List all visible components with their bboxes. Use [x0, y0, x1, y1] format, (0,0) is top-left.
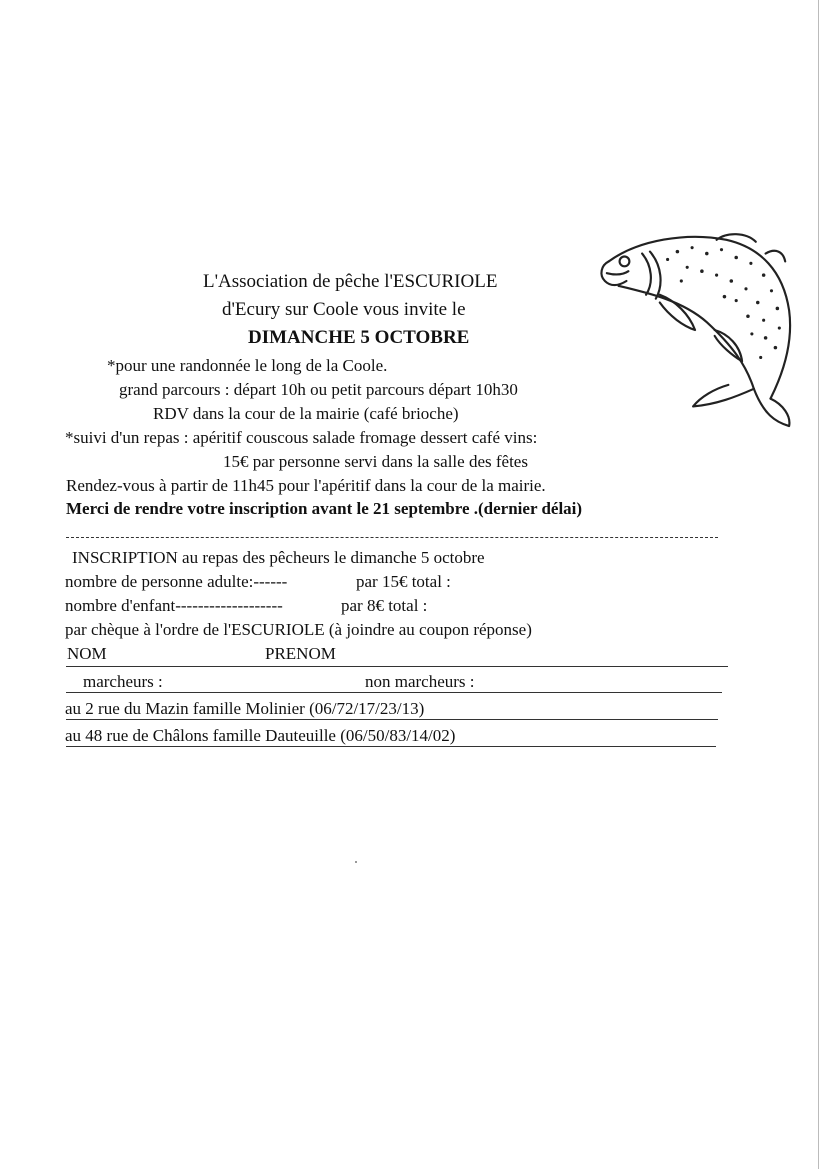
- payment-line: par chèque à l'ordre de l'ESCURIOLE (à joindre au coupon réponse): [65, 620, 532, 639]
- meeting-line: RDV dans la cour de la mairie (café brioche): [153, 404, 459, 423]
- address-molinier: au 2 rue du Mazin famille Molinier (06/72/17/23/13): [65, 699, 425, 718]
- nom-label: NOM: [67, 644, 107, 663]
- adults-price: par 15€ total :: [356, 572, 451, 591]
- deadline-line: Merci de rendre votre inscription avant le 21 septembre .(dernier délai): [66, 499, 583, 518]
- adults-label: nombre de personne adulte:------: [65, 572, 288, 591]
- page-edge: [818, 0, 819, 1169]
- event-date: DIMANCHE 5 OCTOBRE: [248, 327, 470, 348]
- walk-line: *pour une randonnée le long de la Coole.: [107, 356, 388, 375]
- form-title: INSCRIPTION au repas des pêcheurs le dimanche 5 octobre: [72, 548, 485, 567]
- prenom-label: PRENOM: [265, 644, 336, 663]
- routes-line: grand parcours : départ 10h ou petit parcours départ 10h30: [119, 380, 518, 399]
- walkers-underline: [66, 692, 722, 693]
- address1-underline: [66, 719, 718, 720]
- aperitif-line: Rendez-vous à partir de 11h45 pour l'apéritif dans la cour de la mairie.: [66, 476, 546, 495]
- non-walkers-label: non marcheurs :: [365, 672, 475, 691]
- trout-fish-icon: [598, 232, 796, 428]
- price-line: 15€ par personne servi dans la salle des fêtes: [223, 452, 528, 471]
- invite-line: d'Ecury sur Coole vous invite le: [222, 299, 466, 320]
- association-title: L'Association de pêche l'ESCURIOLE: [203, 271, 498, 292]
- children-price: par 8€ total :: [341, 596, 428, 615]
- address2-underline: [66, 746, 716, 747]
- scan-speck: [355, 861, 357, 863]
- address-dauteuille: au 48 rue de Châlons famille Dauteuille (06/50/83/14/02): [65, 726, 456, 745]
- name-underline: [66, 666, 728, 667]
- cut-line: [66, 537, 718, 538]
- meal-line: *suivi d'un repas : apéritif couscous salade fromage dessert café vins:: [65, 428, 538, 447]
- walkers-label: marcheurs :: [83, 672, 163, 691]
- children-label: nombre d'enfant-------------------: [65, 596, 283, 615]
